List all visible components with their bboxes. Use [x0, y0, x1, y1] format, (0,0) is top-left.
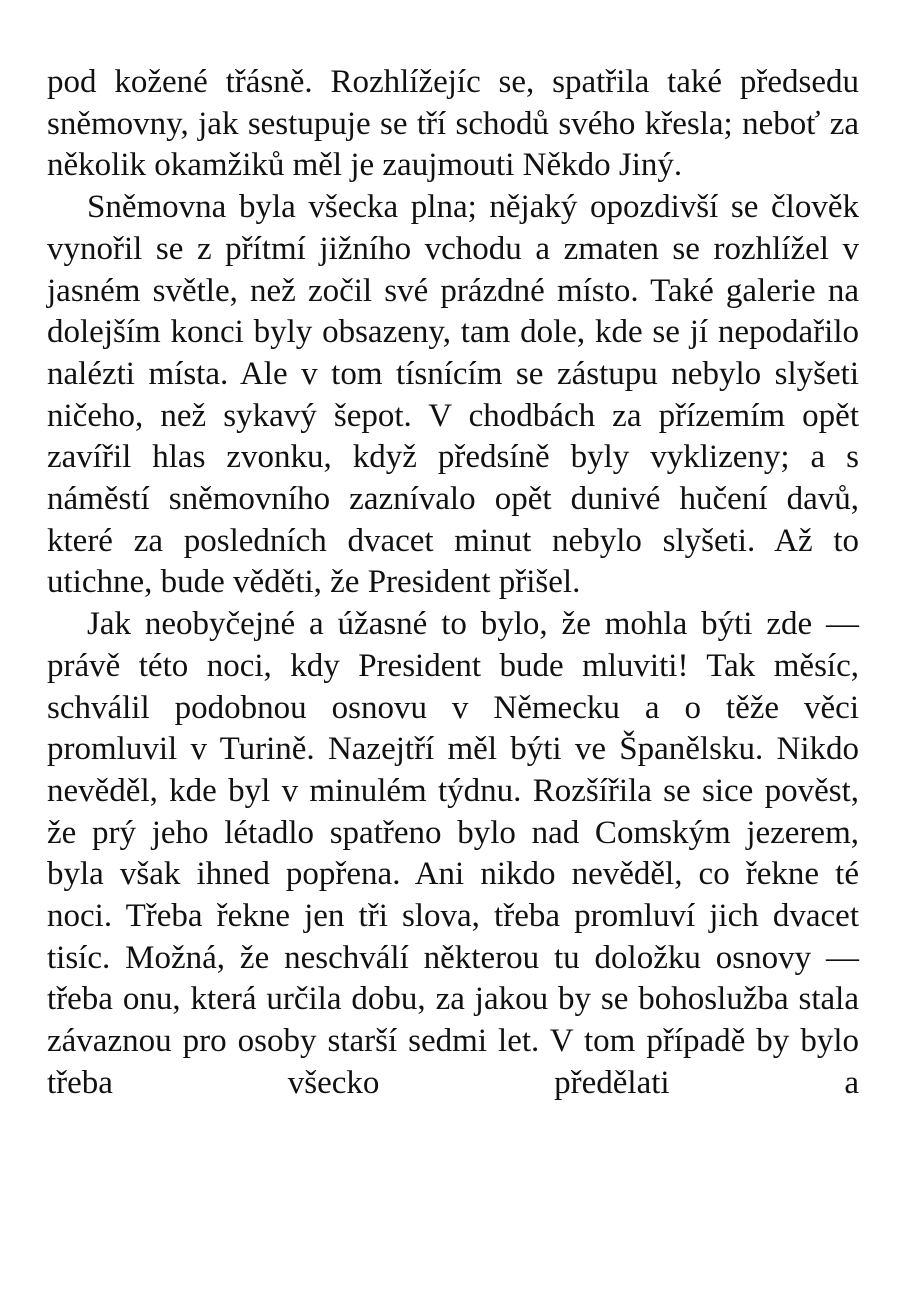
- paragraph-3: Jak neobyčejné a úžasné to bylo, že mohla býti zde — právě této noci, kdy President bude mluviti! Tak měsíc, schválil podobnou osnovu v Německu a o těže věci promluvil v Turině. Nazejtří měl býti ve Španělsku. Nikdo nevěděl, kde byl v minulém týdnu. Rozšířila se sice pověst, že prý jeho létadlo spatřeno bylo nad Comským jezerem, byla však ihned popřena. Ani nikdo nevěděl, co řekne té noci. Třeba řekne jen tři slova, třeba promluví jich dvacet tisíc. Možná, že neschválí některou tu doložku osnovy — třeba onu, která určila dobu, za jakou by se bohoslužba stala závaznou pro osoby starší sedmi let. V tom případě by bylo třeba všecko předělati a: [47, 606, 859, 1101]
- paragraph-2: Sněmovna byla všecka plna; nějaký opozdivší se člověk vynořil se z přítmí jižního vchodu a zmaten se rozhlížel v jasném světle, než zočil své prázdné místo. Také galerie na dolejším konci byly obsazeny, tam dole, kde se jí nepodařilo nalézti místa. Ale v tom tísnícím se zástupu nebylo slyšeti ničeho, než sykavý šepot. V chodbách za přízemím opět zavířil hlas zvonku, když předsíně byly vyklizeny; a s náměstí sněmovního zaznívalo opět dunivé hučení davů, které za posledních dvacet minut nebylo slyšeti. Až to utichne, bude věděti, že President přišel.: [47, 189, 859, 601]
- book-page: [47, 62, 859, 1105]
- paragraph-1: pod kožené třásně. Rozhlížejíc se, spatřila také předsedu sněmovny, jak sestupuje se tří schodů svého křesla; neboť za několik okamžiků měl je zaujmouti Někdo Jiný.: [47, 64, 859, 184]
